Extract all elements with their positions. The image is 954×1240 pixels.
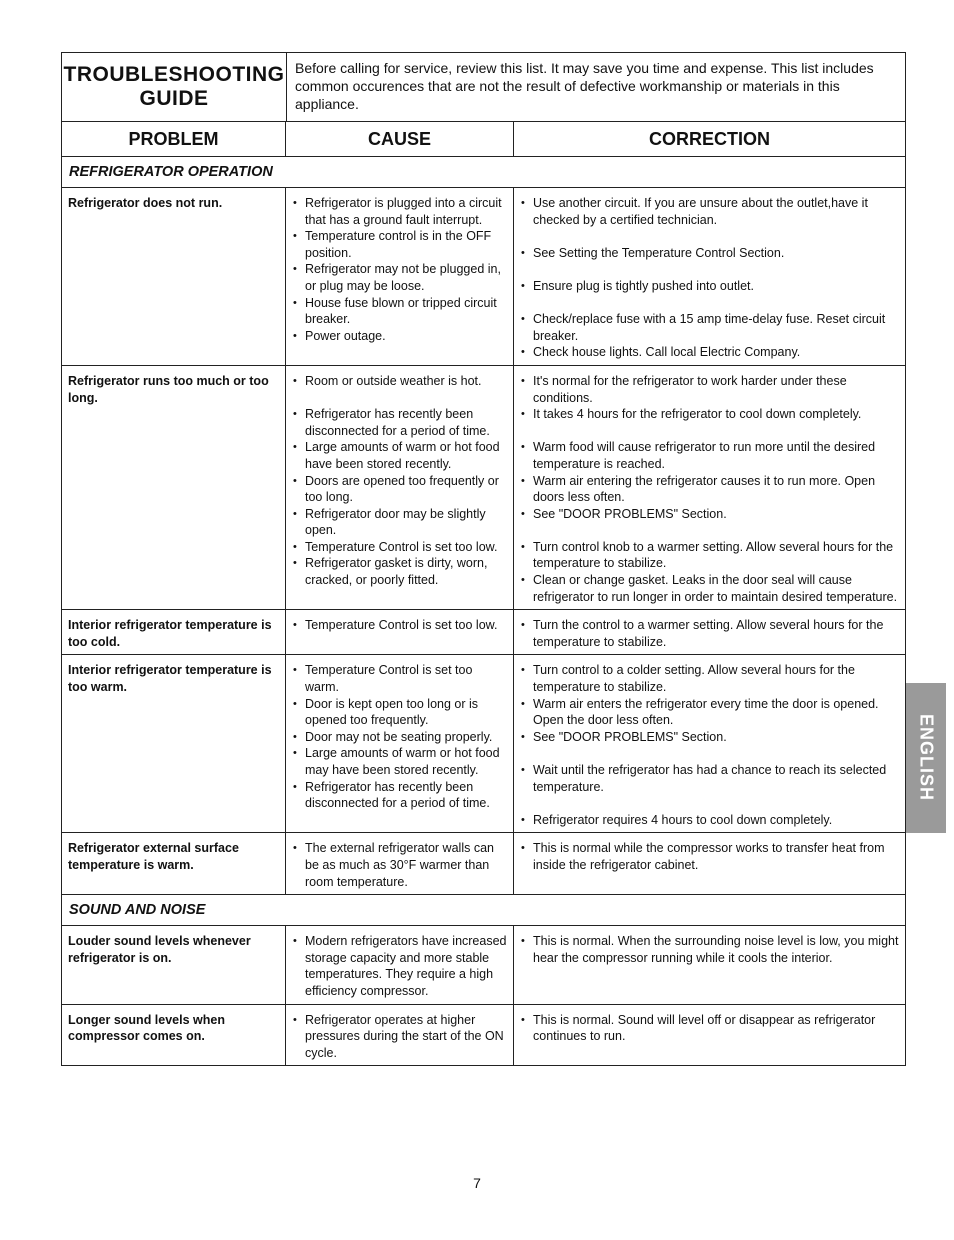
- correction-cell: [514, 1005, 905, 1066]
- correction-cell: [514, 366, 905, 609]
- table-row: [62, 366, 905, 610]
- cause-item: • Door is kept open too long or is opened too frequently.: [292, 696, 507, 729]
- table-row: [62, 833, 905, 895]
- correction-cell: [514, 833, 905, 894]
- cause-item: • Modern refrigerators have increased storage capacity and more stable temperatures. They require a high efficiency compressor.: [292, 933, 507, 999]
- correction-item: • Wait until the refrigerator has had a chance to reach its selected temperature.: [520, 762, 899, 795]
- correction-item: • Turn control to a colder setting. Allow several hours for the temperature to stabilize.: [520, 662, 899, 695]
- table-row: [62, 188, 905, 366]
- section-title: SOUND AND NOISE: [62, 895, 905, 926]
- cause-item: • Temperature Control is set too warm.: [292, 662, 507, 695]
- cause-item: • Refrigerator is plugged into a circuit that has a ground fault interrupt.: [292, 195, 507, 228]
- correction-cell: [514, 188, 905, 365]
- correction-item: • Warm food will cause refrigerator to run more until the desired temperature is reached.: [520, 439, 899, 472]
- correction-item: • Warm air enters the refrigerator every time the door is opened. Open the door less often.: [520, 696, 899, 729]
- correction-item: • Refrigerator requires 4 hours to cool down completely.: [520, 812, 899, 829]
- title-line-1: TROUBLESHOOTING: [63, 63, 285, 86]
- cause-item: • The external refrigerator walls can be as much as 30°F warmer than room temperature.: [292, 840, 507, 890]
- problem-cell: Louder sound levels whenever refrigerator is on.: [62, 926, 286, 1003]
- correction-item: • Check/replace fuse with a 15 amp time-delay fuse. Reset circuit breaker.: [520, 311, 899, 344]
- table-row: [62, 926, 905, 1004]
- problem-column-header: PROBLEM: [62, 122, 286, 156]
- correction-item: • It's normal for the refrigerator to work harder under these conditions.: [520, 373, 899, 406]
- problem-cell: Interior refrigerator temperature is too warm.: [62, 655, 286, 832]
- cause-cell: [286, 366, 514, 609]
- correction-column-header: CORRECTION: [649, 128, 770, 149]
- table-row: [62, 1005, 905, 1066]
- correction-item: • Warm air entering the refrigerator causes it to run more. Open doors less often.: [520, 473, 899, 506]
- troubleshooting-table: [61, 52, 906, 1066]
- cause-cell: [286, 655, 514, 832]
- intro-text: Before calling for service, review this list. It may save you time and expense. This list includes common occurences that are not the result of defective workmanship or materials in this appliance.: [295, 60, 874, 112]
- cause-cell: [286, 926, 514, 1003]
- table-row: [62, 655, 905, 833]
- correction-item: • It takes 4 hours for the refrigerator to cool down completely.: [520, 406, 899, 423]
- correction-cell: [514, 926, 905, 1003]
- cause-cell: [286, 1005, 514, 1066]
- correction-item: • Turn the control to a warmer setting. Allow several hours for the temperature to stabilize.: [520, 617, 899, 650]
- problem-cell: Interior refrigerator temperature is too cold.: [62, 610, 286, 654]
- cause-cell: [286, 188, 514, 365]
- correction-item: • See Setting the Temperature Control Section.: [520, 245, 899, 262]
- correction-item: • See "DOOR PROBLEMS" Section.: [520, 506, 899, 523]
- cause-item: • Refrigerator has recently been disconnected for a period of time.: [292, 406, 507, 439]
- language-side-tab: [906, 683, 946, 833]
- correction-cell: [514, 610, 905, 654]
- problem-cell: Refrigerator does not run.: [62, 188, 286, 365]
- cause-item: • Large amounts of warm or hot food may have been stored recently.: [292, 745, 507, 778]
- page-number: 7: [473, 1175, 481, 1191]
- guide-title: [62, 53, 287, 121]
- cause-item: • Refrigerator may not be plugged in, or plug may be loose.: [292, 261, 507, 294]
- cause-column-header: CAUSE: [286, 122, 514, 156]
- problem-cell: Longer sound levels when compressor comes on.: [62, 1005, 286, 1066]
- cause-item: • Temperature control is in the OFF position.: [292, 228, 507, 261]
- correction-cell: [514, 655, 905, 832]
- section-title: REFRIGERATOR OPERATION: [62, 157, 905, 188]
- cause-item: • Doors are opened too frequently or too long.: [292, 473, 507, 506]
- correction-item: • Check house lights. Call local Electric Company.: [520, 344, 899, 361]
- cause-item: • Large amounts of warm or hot food have been stored recently.: [292, 439, 507, 472]
- cause-cell: [286, 833, 514, 894]
- cause-item: • Power outage.: [292, 328, 507, 345]
- cause-item: • Temperature Control is set too low.: [292, 617, 507, 634]
- title-line-2: GUIDE: [139, 87, 209, 110]
- table-row: [62, 610, 905, 655]
- guide-header: [62, 53, 905, 122]
- column-headers: [62, 122, 905, 157]
- correction-item: • Clean or change gasket. Leaks in the door seal will cause refrigerator to run longer in order to maintain desired temperature.: [520, 572, 899, 605]
- cause-cell: [286, 610, 514, 654]
- cause-item: • Room or outside weather is hot.: [292, 373, 507, 390]
- problem-cell: Refrigerator runs too much or too long.: [62, 366, 286, 609]
- cause-item: • Refrigerator has recently been disconnected for a period of time.: [292, 779, 507, 812]
- problem-cell: Refrigerator external surface temperature is warm.: [62, 833, 286, 894]
- cause-item: • Refrigerator operates at higher pressures during the start of the ON cycle.: [292, 1012, 507, 1062]
- cause-item: • Refrigerator gasket is dirty, worn, cracked, or poorly fitted.: [292, 555, 507, 588]
- correction-item: • Use another circuit. If you are unsure about the outlet,have it checked by a certified technician.: [520, 195, 899, 228]
- correction-item: • See "DOOR PROBLEMS" Section.: [520, 729, 899, 746]
- correction-item: • This is normal while the compressor works to transfer heat from inside the refrigerator cabinet.: [520, 840, 899, 873]
- correction-item: • Turn control knob to a warmer setting. Allow several hours for the temperature to stabilize.: [520, 539, 899, 572]
- cause-item: • Temperature Control is set too low.: [292, 539, 507, 556]
- correction-item: • This is normal. When the surrounding noise level is low, you might hear the compressor running while it cools the interior.: [520, 933, 899, 966]
- cause-item: • Refrigerator door may be slightly open.: [292, 506, 507, 539]
- side-tab-label: ENGLISH: [916, 714, 937, 802]
- correction-item: • This is normal. Sound will level off or disappear as refrigerator continues to run.: [520, 1012, 899, 1045]
- cause-item: • House fuse blown or tripped circuit breaker.: [292, 295, 507, 328]
- cause-item: • Door may not be seating properly.: [292, 729, 507, 746]
- correction-item: • Ensure plug is tightly pushed into outlet.: [520, 278, 899, 295]
